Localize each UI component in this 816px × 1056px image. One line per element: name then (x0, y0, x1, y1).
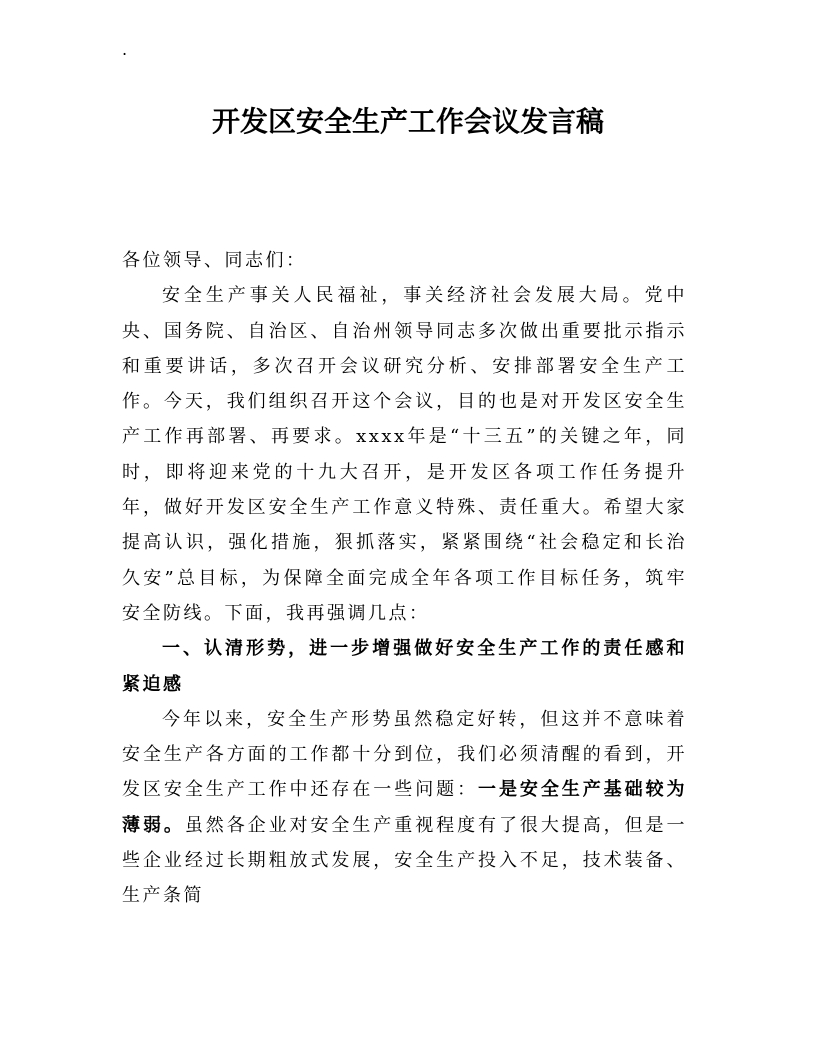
point-one-bold: 一是安全生产基础较为薄弱。 (122, 779, 688, 836)
paragraph-intro: 安全生产事关人民福祉，事关经济社会发展大局。党中央、国务院、自治区、自治州领导同志多次做出重要批示指示和重要讲话，多次召开会议研究分析、安排部署安全生产工作。今天，我们组织召开这个会议，目的也是对开发区安全生产工作再部署、再要求。xxxx年是“十三五”的关键之年，同时，即将迎来党的十九大召开，是开发区各项工作任务提升年，做好开发区安全生产工作意义特殊、责任重大。希望大家提高认识，强化措施，狠抓落实，紧紧围绕“社会稳定和长治久安”总目标，为保障全面完成全年各项工作目标任务，筑牢安全防线。下面，我再强调几点： (122, 285, 687, 624)
paragraph-situation-lead: 今年以来，安全生产形势虽然稳定好转，但这并不意味着安全生产各方面的工作都十分到位，我们必须清醒的看到，开发区安全生产工作中还存在一些问题： (122, 708, 687, 801)
section-heading-1: 一、认清形势，进一步增强做好安全生产工作的责任感和紧迫感 (122, 638, 687, 695)
document-body (122, 243, 687, 914)
salutation: 各位领导、同志们： (122, 250, 307, 271)
page-marker: . (122, 40, 128, 59)
paragraph-situation (122, 702, 687, 914)
document-title: 开发区安全生产工作会议发言稿 (211, 105, 604, 138)
paragraph-situation-rest: 虽然各企业对安全生产重视程度有了很大提高，但是一些企业经过长期粗放式发展，安全生产投入不足，技术装备、生产条简 (122, 814, 687, 907)
